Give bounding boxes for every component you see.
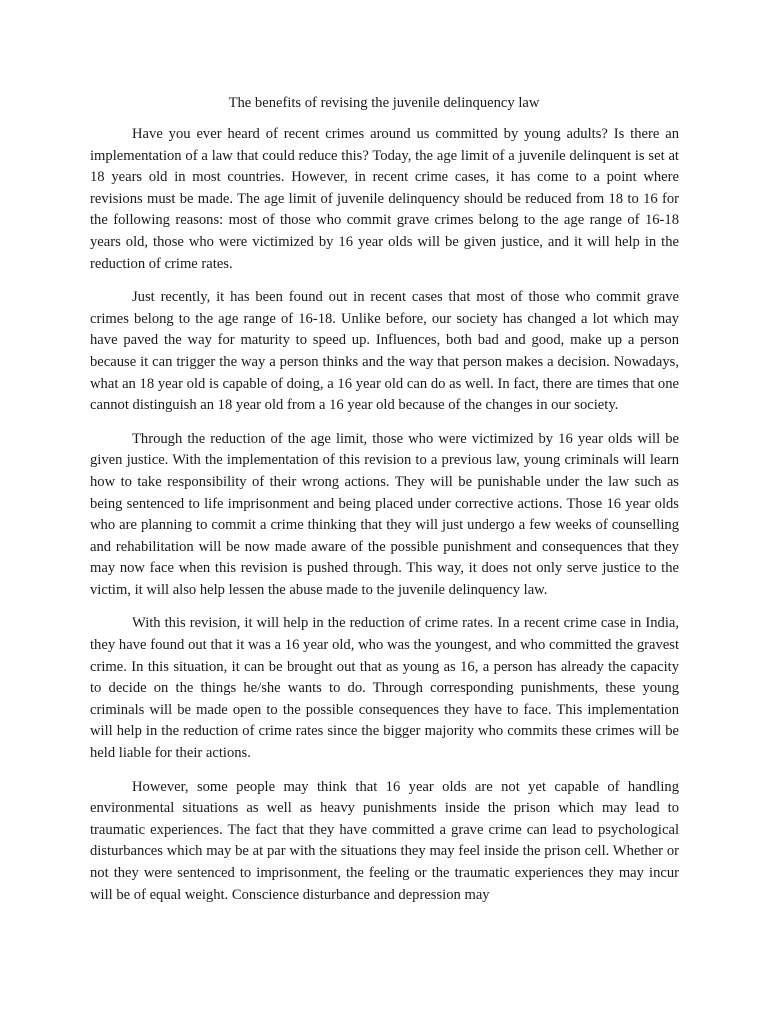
document-body xyxy=(90,124,679,918)
paragraph-3: Through the reduction of the age limit, those who were victimized by 16 year olds will be given justice. With the implementation of this revision to a previous law, young criminals will learn how to take responsibility of their wrong actions. They will be punishable under the law such as being sentenced to life imprisonment and being placed under corrective actions. Those 16 year olds who are planning to commit a crime thinking that they will just undergo a few weeks of counselling and rehabilitation will be now made aware of the possible punishment and consequences that they may now face when this revision is pushed through. This way, it does not only serve justice to the victim, it will also help lessen the abuse made to the juvenile delinquency law. xyxy=(90,430,679,598)
paragraph-1: Have you ever heard of recent crimes around us committed by young adults? Is there an implementation of a law that could reduce this? Today, the age limit of a juvenile delinquent is set at 18 years old in most countries. However, in recent crime cases, it has come to a point where revisions must be made. The age limit of juvenile delinquency should be reduced from 18 to 16 for the following reasons: most of those who commit grave crimes belong to the age range of 16-18 years old, those who were victimized by 16 year olds will be given justice, and it will help in the reduction of crime rates. xyxy=(90,126,679,272)
document-title: The benefits of revising the juvenile delinquency law xyxy=(228,95,540,111)
paragraph-4: With this revision, it will help in the reduction of crime rates. In a recent crime case in India, they have found out that it was a 16 year old, who was the youngest, and who committed the gravest crime. In this situation, it can be brought out that as young as 16, a person has already the capacity to decide on the things he/she wants to do. Through corresponding punishments, these young criminals will be made open to the possible consequences they have to face. This implementation will help in the reduction of crime rates since the bigger majority who commits these crimes will be held liable for their actions. xyxy=(90,615,679,762)
paragraph-2: Just recently, it has been found out in recent cases that most of those who commit grave crimes belong to the age range of 16-18. Unlike before, our society has changed a lot which may have paved the way for maturity to speed up. Influences, both bad and good, make up a person because it can trigger the way a person thinks and the way that person makes a decision. Nowadays, what an 18 year old is capable of doing, a 16 year old can do as well. In fact, there are times that one cannot distinguish an 18 year old from a 16 year old because of the changes in our society. xyxy=(90,289,679,414)
paragraph-5: However, some people may think that 16 year olds are not yet capable of handling environmental situations as well as heavy punishments inside the prison which may lead to traumatic experiences. The fact that they have committed a grave crime can lead to psychological disturbances which may be at par with the situations they may feel inside the prison cell. Whether or not they were sentenced to imprisonment, the feeling or the traumatic experiences they may incur will be of equal weight. Conscience disturbance and depression may xyxy=(90,778,679,903)
